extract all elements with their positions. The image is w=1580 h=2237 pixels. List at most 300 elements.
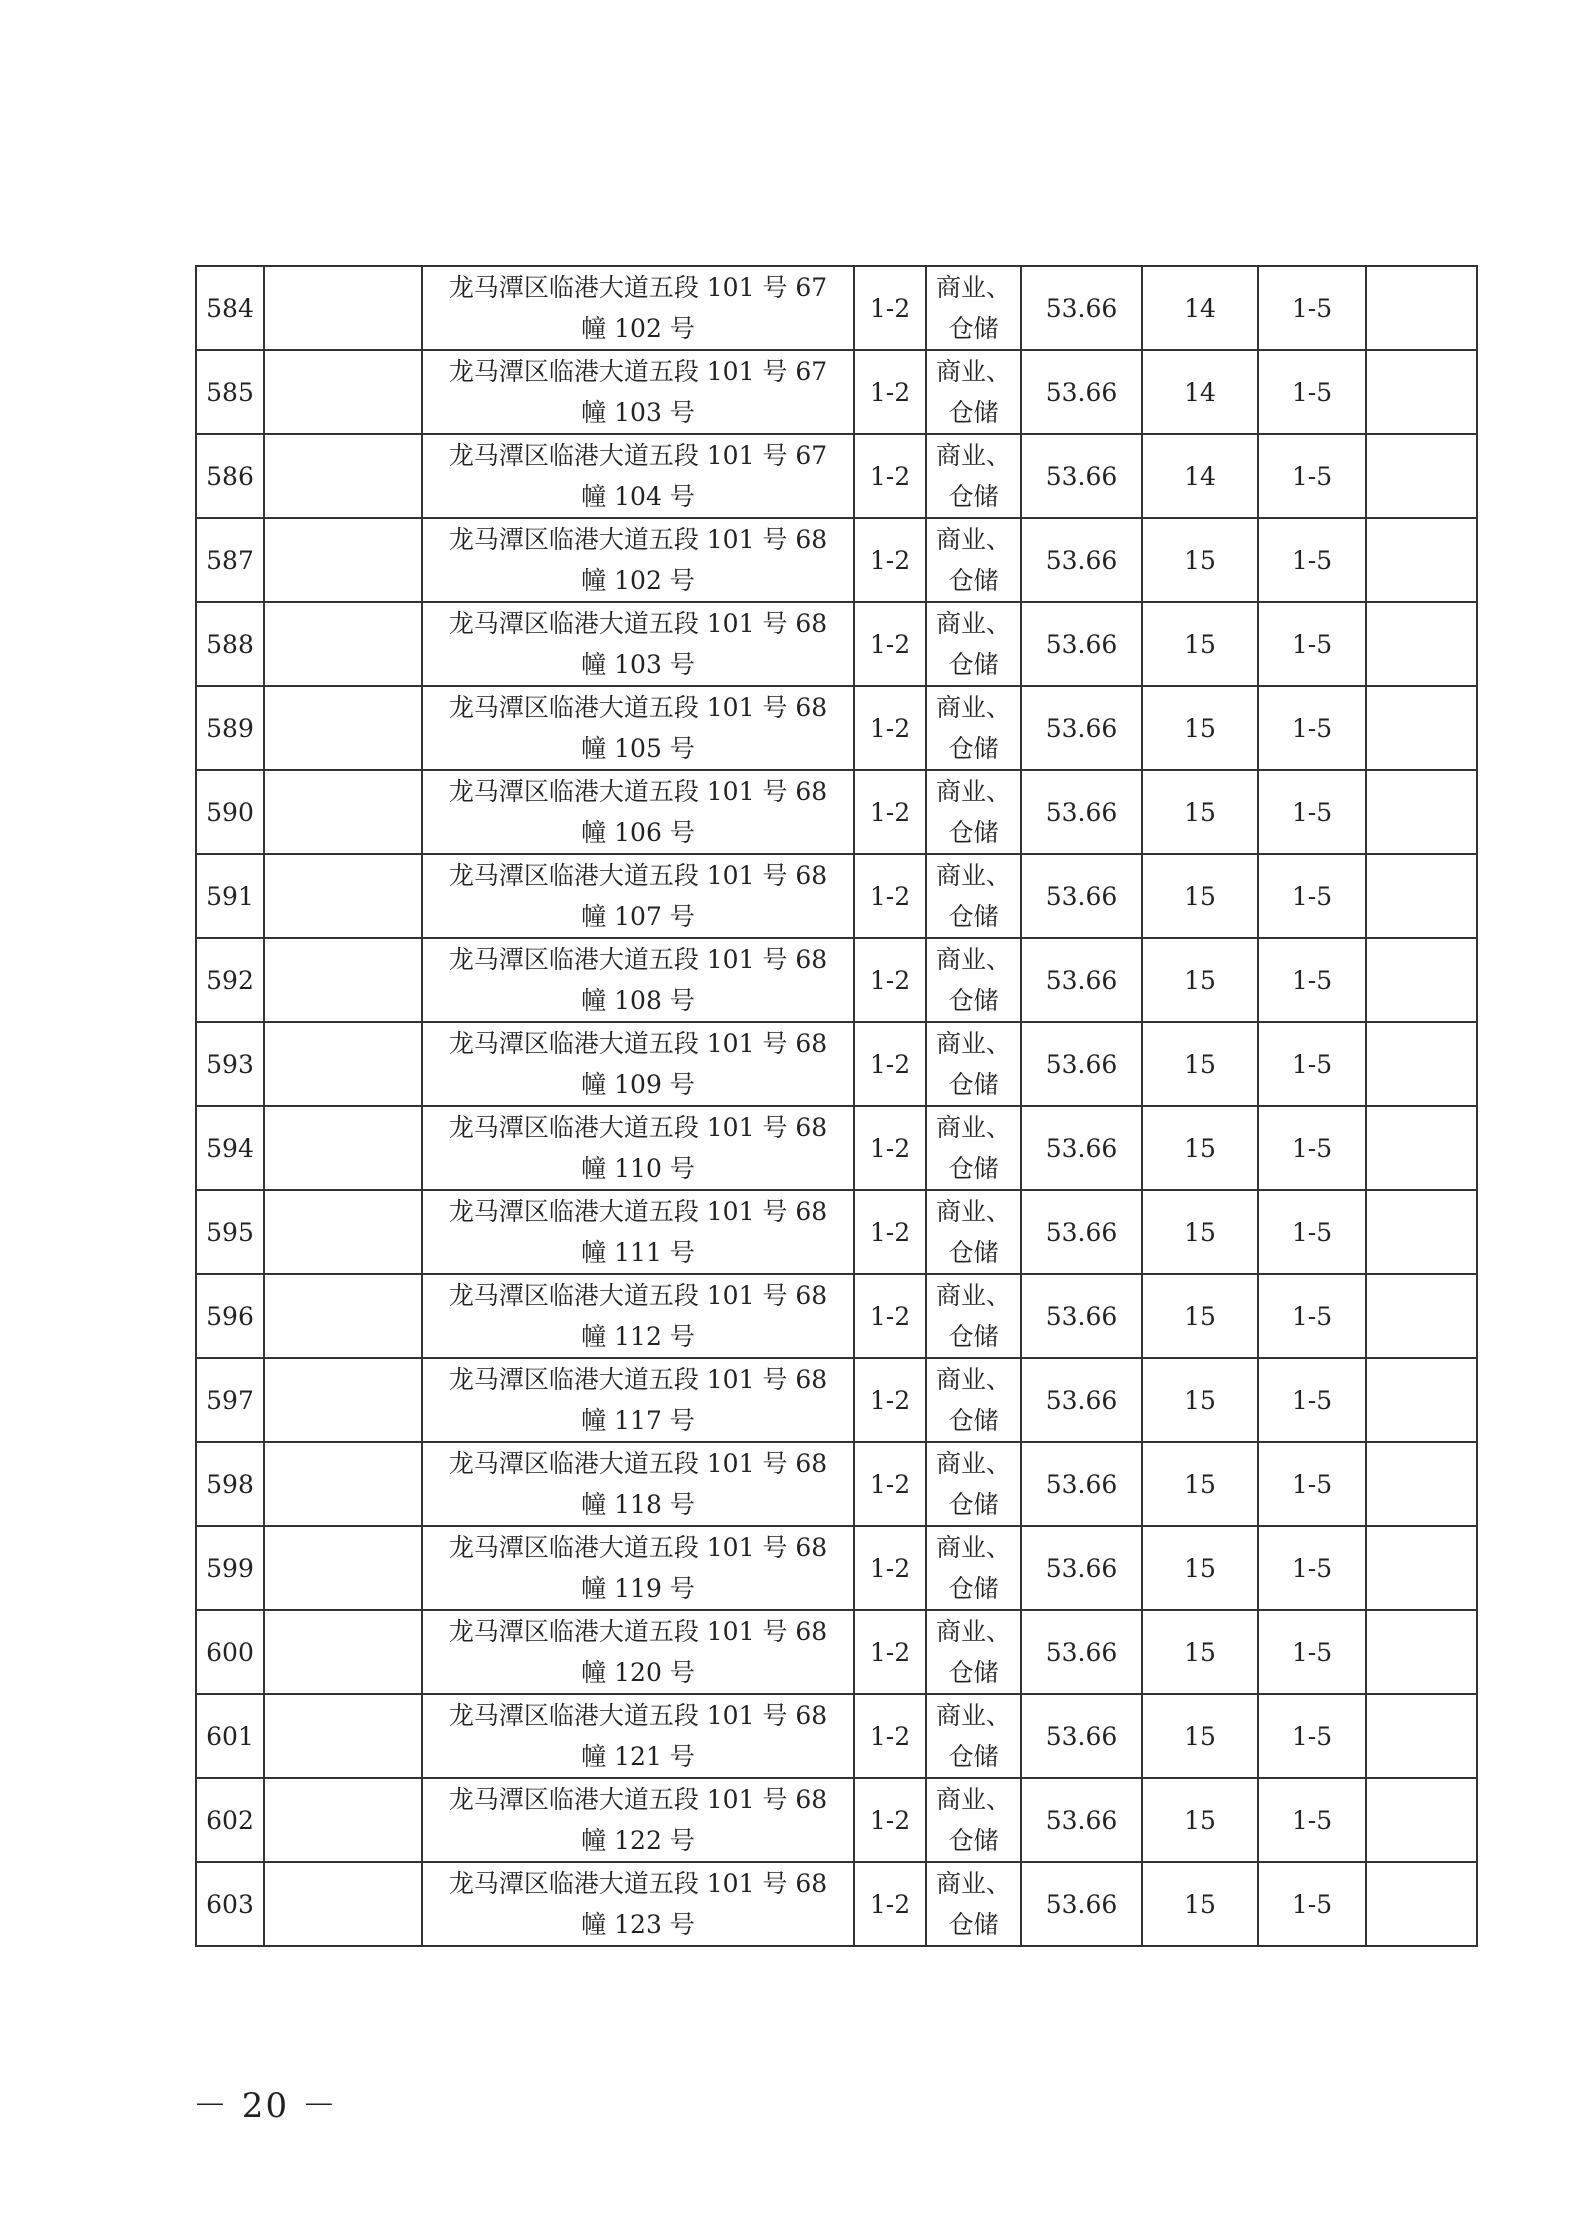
floor-cell [854,1106,926,1190]
floor-value: 1-2 [869,461,911,491]
floor-cell [854,1526,926,1610]
grade-cell [1258,1190,1366,1274]
address-cell [422,1106,854,1190]
use-line-1: 商业、 [935,1449,1011,1478]
use-cell [926,518,1021,602]
row-number-cell [196,434,264,518]
floor-value: 1-2 [869,965,911,995]
address-line-1: 龙马潭区临港大道五段 101 号 67 [448,357,828,386]
table-row [196,1610,1477,1694]
address-cell [422,686,854,770]
table-row [196,1106,1477,1190]
merged-blank-cell [264,770,422,854]
number-cell [1142,1274,1258,1358]
merged-blank-cell [264,1694,422,1778]
table-row [196,1778,1477,1862]
grade-cell [1258,1862,1366,1946]
address-line-2: 幢 110 号 [581,1154,695,1183]
address-line-1: 龙马潭区临港大道五段 101 号 68 [448,1197,828,1226]
use-line-2: 仓储 [948,1742,999,1771]
number-value: 15 [1184,965,1216,995]
use-line-1: 商业、 [935,609,1011,638]
table-row [196,1358,1477,1442]
area-value: 53.66 [1045,1721,1118,1751]
grade-value: 1-5 [1291,629,1333,659]
grade-value: 1-5 [1291,545,1333,575]
remarks-cell [1366,854,1477,938]
number-value: 15 [1184,881,1216,911]
use-line-1: 商业、 [935,1785,1011,1814]
floor-cell [854,1190,926,1274]
address-line-2: 幢 108 号 [581,986,695,1015]
grade-value: 1-5 [1291,377,1333,407]
use-line-2: 仓储 [948,1322,999,1351]
row-number: 594 [206,1133,254,1163]
address-cell [422,434,854,518]
address-text [423,1275,853,1357]
row-number-cell [196,1106,264,1190]
use-cell [926,1442,1021,1526]
grade-cell [1258,1274,1366,1358]
address-text [423,1107,853,1189]
remarks-cell [1366,434,1477,518]
row-number: 584 [206,293,254,323]
number-value: 15 [1184,1637,1216,1667]
address-line-1: 龙马潭区临港大道五段 101 号 67 [448,441,828,470]
use-line-1: 商业、 [935,1365,1011,1394]
address-text [423,1863,853,1945]
floor-value: 1-2 [869,1469,911,1499]
floor-cell [854,602,926,686]
number-value: 15 [1184,1721,1216,1751]
remarks-cell [1366,938,1477,1022]
use-cell [926,1778,1021,1862]
grade-cell [1258,770,1366,854]
merged-blank-cell [264,686,422,770]
number-value: 14 [1184,461,1216,491]
address-cell [422,1022,854,1106]
table-row [196,1022,1477,1106]
merged-blank-cell [264,1442,422,1526]
floor-cell [854,1274,926,1358]
address-text [423,855,853,937]
row-number-cell [196,1526,264,1610]
merged-blank-cell [264,1358,422,1442]
address-text [423,1779,853,1861]
number-cell [1142,1442,1258,1526]
area-cell [1021,686,1142,770]
remarks-cell [1366,350,1477,434]
address-text [423,1443,853,1525]
use-line-2: 仓储 [948,398,999,427]
area-cell [1021,1526,1142,1610]
row-number-cell [196,1778,264,1862]
area-value: 53.66 [1045,1805,1118,1835]
row-number-cell [196,854,264,938]
row-number: 591 [206,881,254,911]
number-value: 15 [1184,1217,1216,1247]
row-number-cell [196,350,264,434]
address-text [423,1191,853,1273]
merged-blank-cell [264,1862,422,1946]
remarks-cell [1366,1274,1477,1358]
area-value: 53.66 [1045,377,1118,407]
remarks-cell [1366,770,1477,854]
use-cell [926,1526,1021,1610]
address-line-1: 龙马潭区临港大道五段 101 号 67 [448,273,828,302]
row-number: 597 [206,1385,254,1415]
floor-cell [854,1862,926,1946]
table-row [196,1442,1477,1526]
address-text [423,1527,853,1609]
row-number-cell [196,1190,264,1274]
grade-cell [1258,1106,1366,1190]
area-cell [1021,434,1142,518]
number-cell [1142,770,1258,854]
row-number-cell [196,1442,264,1526]
floor-value: 1-2 [869,1301,911,1331]
address-text [423,1359,853,1441]
floor-value: 1-2 [869,629,911,659]
grade-cell [1258,686,1366,770]
row-number: 588 [206,629,254,659]
area-value: 53.66 [1045,545,1118,575]
address-line-2: 幢 109 号 [581,1070,695,1099]
address-line-2: 幢 103 号 [581,398,695,427]
area-value: 53.66 [1045,965,1118,995]
use-cell [926,1022,1021,1106]
row-number: 590 [206,797,254,827]
address-line-1: 龙马潭区临港大道五段 101 号 68 [448,1533,828,1562]
address-text [423,603,853,685]
address-cell [422,602,854,686]
use-line-1: 商业、 [935,945,1011,974]
address-cell [422,938,854,1022]
use-line-1: 商业、 [935,1533,1011,1562]
number-cell [1142,602,1258,686]
address-cell [422,1610,854,1694]
grade-value: 1-5 [1291,881,1333,911]
remarks-cell [1366,1778,1477,1862]
use-cell [926,1694,1021,1778]
grade-value: 1-5 [1291,1133,1333,1163]
row-number: 585 [206,377,254,407]
grade-cell [1258,1694,1366,1778]
use-cell [926,1106,1021,1190]
number-cell [1142,1106,1258,1190]
use-line-1: 商业、 [935,1197,1011,1226]
number-cell [1142,1022,1258,1106]
use-line-2: 仓储 [948,1406,999,1435]
grade-cell [1258,1778,1366,1862]
area-cell [1021,1022,1142,1106]
address-text [423,519,853,601]
row-number-cell [196,1610,264,1694]
address-line-2: 幢 106 号 [581,818,695,847]
area-cell [1021,1694,1142,1778]
floor-value: 1-2 [869,377,911,407]
number-value: 15 [1184,1553,1216,1583]
number-cell [1142,1526,1258,1610]
use-cell [926,350,1021,434]
area-cell [1021,1274,1142,1358]
use-line-2: 仓储 [948,1658,999,1687]
grade-cell [1258,518,1366,602]
merged-blank-cell [264,1778,422,1862]
area-value: 53.66 [1045,713,1118,743]
use-cell [926,1274,1021,1358]
address-line-1: 龙马潭区临港大道五段 101 号 68 [448,777,828,806]
address-cell [422,854,854,938]
address-cell [422,350,854,434]
use-line-1: 商业、 [935,1869,1011,1898]
area-value: 53.66 [1045,461,1118,491]
use-line-2: 仓储 [948,1574,999,1603]
use-line-1: 商业、 [935,693,1011,722]
grade-value: 1-5 [1291,1637,1333,1667]
area-value: 53.66 [1045,293,1118,323]
area-value: 53.66 [1045,1469,1118,1499]
address-line-2: 幢 123 号 [581,1910,695,1939]
remarks-cell [1366,1862,1477,1946]
number-value: 15 [1184,1133,1216,1163]
merged-blank-cell [264,938,422,1022]
number-cell [1142,938,1258,1022]
grade-value: 1-5 [1291,293,1333,323]
row-number: 599 [206,1553,254,1583]
table-row [196,770,1477,854]
address-cell [422,518,854,602]
address-line-1: 龙马潭区临港大道五段 101 号 68 [448,1449,828,1478]
number-value: 15 [1184,545,1216,575]
number-value: 15 [1184,797,1216,827]
table-row [196,1190,1477,1274]
table-row [196,1862,1477,1946]
address-line-1: 龙马潭区临港大道五段 101 号 68 [448,609,828,638]
number-value: 14 [1184,377,1216,407]
use-line-2: 仓储 [948,1826,999,1855]
row-number: 595 [206,1217,254,1247]
number-cell [1142,350,1258,434]
grade-value: 1-5 [1291,1217,1333,1247]
table-row [196,434,1477,518]
remarks-cell [1366,686,1477,770]
property-table [195,265,1478,1947]
use-cell [926,770,1021,854]
merged-blank-cell [264,602,422,686]
floor-value: 1-2 [869,545,911,575]
grade-value: 1-5 [1291,1301,1333,1331]
merged-blank-cell [264,1526,422,1610]
use-line-1: 商业、 [935,525,1011,554]
use-cell [926,938,1021,1022]
number-value: 15 [1184,1049,1216,1079]
address-cell [422,1358,854,1442]
row-number: 601 [206,1721,254,1751]
address-line-1: 龙马潭区临港大道五段 101 号 68 [448,1365,828,1394]
floor-value: 1-2 [869,1217,911,1247]
number-cell [1142,1778,1258,1862]
address-line-2: 幢 102 号 [581,566,695,595]
use-line-2: 仓储 [948,986,999,1015]
address-cell [422,1694,854,1778]
grade-value: 1-5 [1291,1721,1333,1751]
number-cell [1142,854,1258,938]
address-line-1: 龙马潭区临港大道五段 101 号 68 [448,1617,828,1646]
grade-cell [1258,1526,1366,1610]
grade-cell [1258,266,1366,350]
area-cell [1021,1106,1142,1190]
use-line-1: 商业、 [935,441,1011,470]
use-line-1: 商业、 [935,1113,1011,1142]
merged-blank-cell [264,1610,422,1694]
address-line-1: 龙马潭区临港大道五段 101 号 68 [448,1785,828,1814]
merged-blank-cell [264,1106,422,1190]
address-cell [422,1190,854,1274]
number-cell [1142,434,1258,518]
number-cell [1142,1862,1258,1946]
address-line-2: 幢 102 号 [581,314,695,343]
grade-cell [1258,350,1366,434]
area-cell [1021,602,1142,686]
number-value: 15 [1184,713,1216,743]
row-number-cell [196,1358,264,1442]
use-cell [926,1190,1021,1274]
floor-cell [854,770,926,854]
area-value: 53.66 [1045,1049,1118,1079]
use-line-2: 仓储 [948,1910,999,1939]
table-row [196,518,1477,602]
floor-cell [854,1694,926,1778]
address-text [423,1023,853,1105]
grade-cell [1258,1442,1366,1526]
floor-cell [854,686,926,770]
use-line-2: 仓储 [948,734,999,763]
use-line-1: 商业、 [935,357,1011,386]
floor-cell [854,1778,926,1862]
floor-value: 1-2 [869,1889,911,1919]
grade-value: 1-5 [1291,1469,1333,1499]
area-value: 53.66 [1045,1301,1118,1331]
remarks-cell [1366,266,1477,350]
floor-cell [854,266,926,350]
area-value: 53.66 [1045,1889,1118,1919]
row-number: 598 [206,1469,254,1499]
remarks-cell [1366,1358,1477,1442]
number-cell [1142,1694,1258,1778]
address-line-1: 龙马潭区临港大道五段 101 号 68 [448,1869,828,1898]
grade-cell [1258,1022,1366,1106]
number-cell [1142,266,1258,350]
floor-cell [854,434,926,518]
use-line-1: 商业、 [935,273,1011,302]
area-value: 53.66 [1045,797,1118,827]
address-text [423,435,853,517]
row-number: 586 [206,461,254,491]
number-value: 15 [1184,629,1216,659]
grade-value: 1-5 [1291,713,1333,743]
number-cell [1142,1190,1258,1274]
remarks-cell [1366,602,1477,686]
address-line-2: 幢 105 号 [581,734,695,763]
row-number-cell [196,938,264,1022]
use-line-1: 商业、 [935,1617,1011,1646]
area-cell [1021,350,1142,434]
floor-value: 1-2 [869,1721,911,1751]
use-line-1: 商业、 [935,1281,1011,1310]
use-line-2: 仓储 [948,650,999,679]
area-cell [1021,854,1142,938]
table-row [196,266,1477,350]
table-row [196,686,1477,770]
floor-value: 1-2 [869,1049,911,1079]
address-line-2: 幢 121 号 [581,1742,695,1771]
grade-value: 1-5 [1291,1049,1333,1079]
row-number: 600 [206,1637,254,1667]
area-cell [1021,1358,1142,1442]
row-number-cell [196,1694,264,1778]
use-cell [926,1358,1021,1442]
grade-cell [1258,1610,1366,1694]
use-line-2: 仓储 [948,1070,999,1099]
address-line-2: 幢 103 号 [581,650,695,679]
use-cell [926,434,1021,518]
merged-blank-cell [264,266,422,350]
grade-value: 1-5 [1291,1553,1333,1583]
grade-value: 1-5 [1291,461,1333,491]
table-row [196,1526,1477,1610]
merged-blank-cell [264,1022,422,1106]
address-line-1: 龙马潭区临港大道五段 101 号 68 [448,525,828,554]
area-cell [1021,266,1142,350]
use-cell [926,602,1021,686]
use-line-2: 仓储 [948,566,999,595]
number-value: 15 [1184,1385,1216,1415]
address-cell [422,770,854,854]
table-row [196,602,1477,686]
area-value: 53.66 [1045,1385,1118,1415]
address-cell [422,266,854,350]
area-value: 53.66 [1045,1217,1118,1247]
address-cell [422,1862,854,1946]
floor-cell [854,854,926,938]
number-value: 15 [1184,1469,1216,1499]
table-row [196,938,1477,1022]
area-value: 53.66 [1045,881,1118,911]
table-row [196,1694,1477,1778]
floor-value: 1-2 [869,293,911,323]
remarks-cell [1366,1022,1477,1106]
use-line-1: 商业、 [935,777,1011,806]
address-text [423,267,853,349]
row-number-cell [196,266,264,350]
address-line-2: 幢 104 号 [581,482,695,511]
number-cell [1142,518,1258,602]
row-number: 592 [206,965,254,995]
address-line-1: 龙马潭区临港大道五段 101 号 68 [448,1029,828,1058]
area-value: 53.66 [1045,629,1118,659]
remarks-cell [1366,1106,1477,1190]
number-cell [1142,686,1258,770]
use-line-2: 仓储 [948,1490,999,1519]
remarks-cell [1366,1190,1477,1274]
grade-cell [1258,854,1366,938]
row-number: 596 [206,1301,254,1331]
use-cell [926,1610,1021,1694]
address-line-1: 龙马潭区临港大道五段 101 号 68 [448,1701,828,1730]
row-number: 603 [206,1889,254,1919]
row-number-cell [196,602,264,686]
